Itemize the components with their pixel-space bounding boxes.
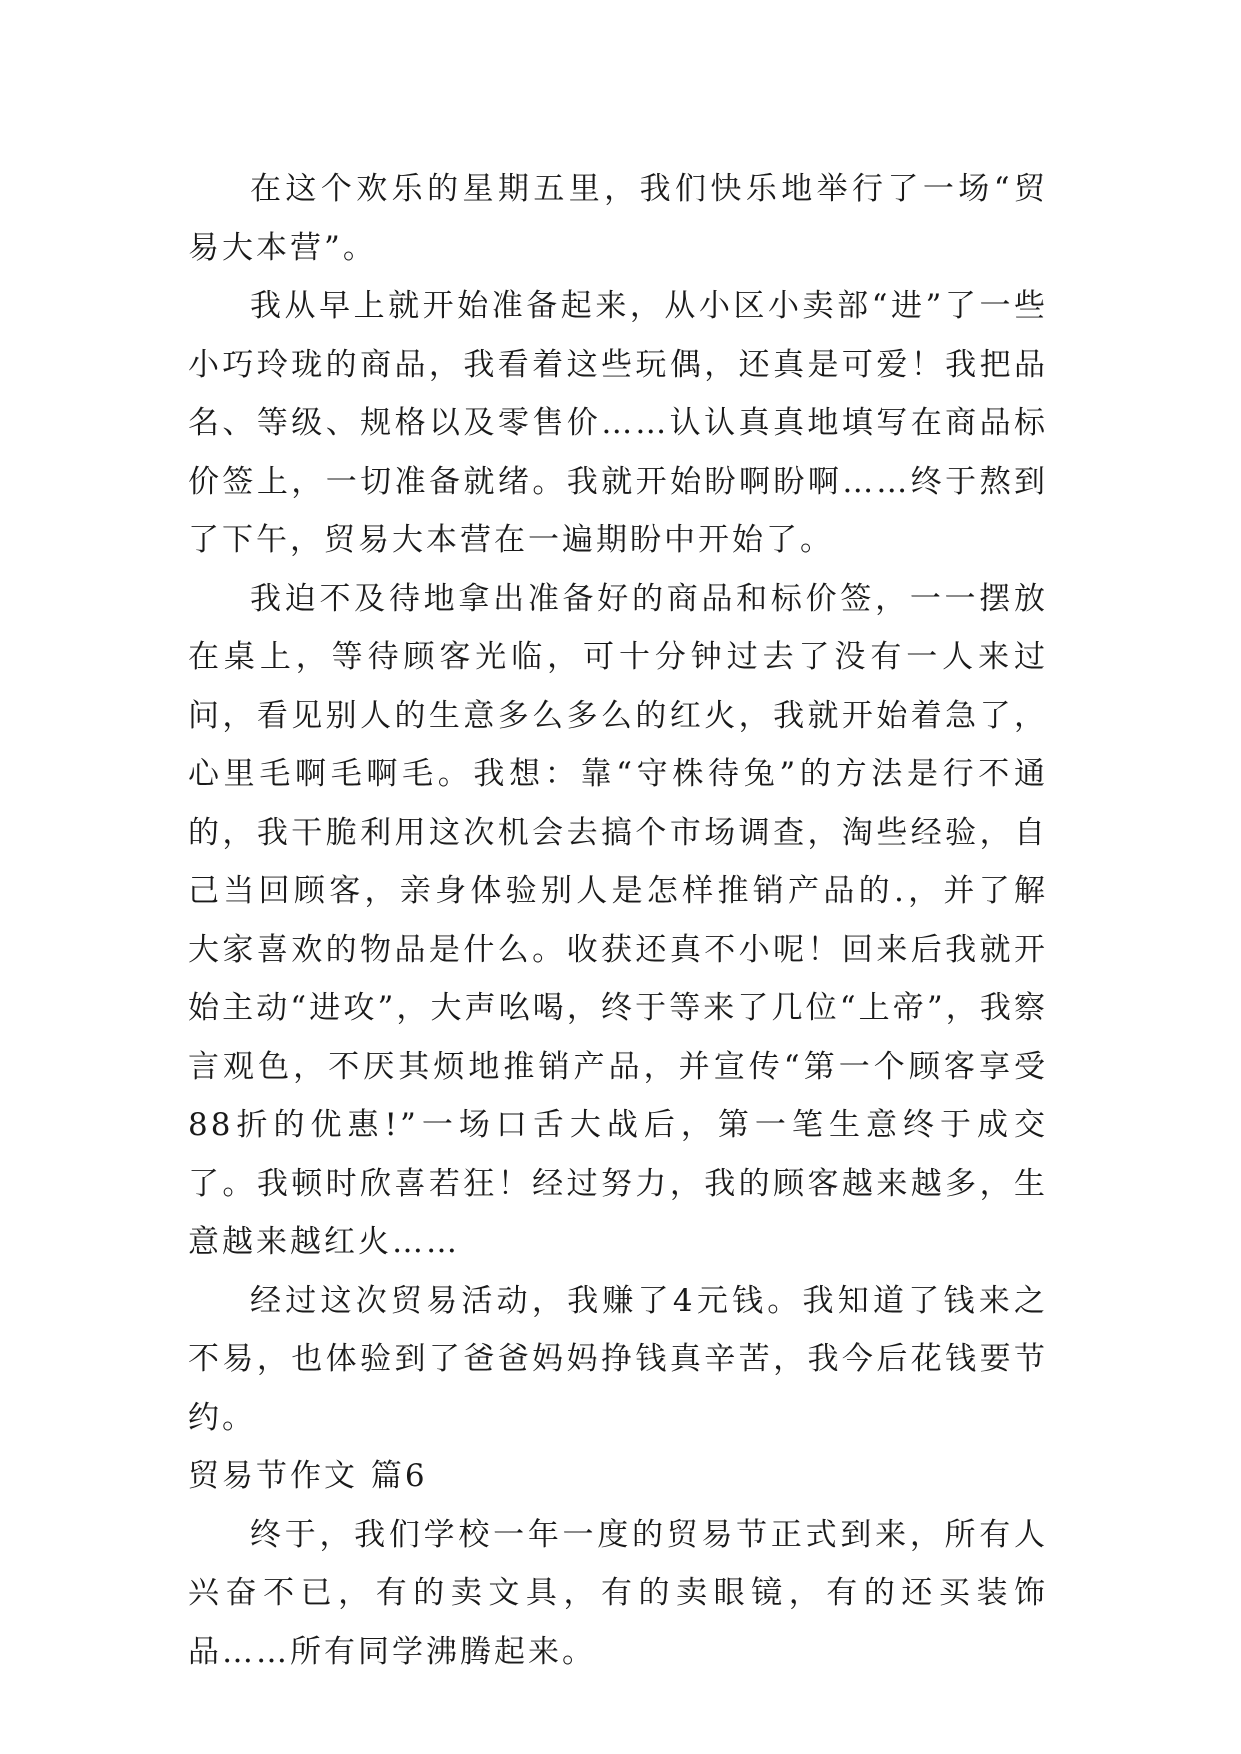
document-body xyxy=(188,160,1048,1681)
paragraph: 我迫不及待地拿出准备好的商品和标价签，一一摆放在桌上，等待顾客光临，可十分钟过去了没有一人来过问，看见别人的生意多么多么的红火，我就开始着急了，心里毛啊毛啊毛。我想：靠“守株待兔”的方法是行不通的，我干脆利用这次机会去搞个市场调查，淘些经验，自己当回顾客，亲身体验别人是怎样推销产品的.，并了解大家喜欢的物品是什么。收获还真不小呢！回来后我就开始主动“进攻”，大声吆喝，终于等来了几位“上帝”，我察言观色，不厌其烦地推销产品，并宣传“第一个顾客享受88折的优惠!”一场口舌大战后，第一笔生意终于成交了。我顿时欣喜若狂！经过努力，我的顾客越来越多，生意越来越红火…… xyxy=(188,580,1048,1260)
paragraph: 在这个欢乐的星期五里，我们快乐地举行了一场“贸易大本营”。 xyxy=(188,171,1048,266)
paragraph: 经过这次贸易活动，我赚了4元钱。我知道了钱来之不易，也体验到了爸爸妈妈挣钱真辛苦，我今后花钱要节约。 xyxy=(188,1282,1048,1436)
paragraph: 终于，我们学校一年一度的贸易节正式到来，所有人兴奋不已，有的卖文具，有的卖眼镜，有的还买装饰品……所有同学沸腾起来。 xyxy=(188,1516,1048,1670)
paragraph: 我从早上就开始准备起来，从小区小卖部“进”了一些小巧玲珑的商品，我看着这些玩偶，还真是可爱！我把品名、等级、规格以及零售价……认认真真地填写在商品标价签上，一切准备就绪。我就开始盼啊盼啊……终于熬到了下午，贸易大本营在一遍期盼中开始了。 xyxy=(188,288,1048,558)
section-heading: 贸易节作文 篇6 xyxy=(188,1458,428,1494)
